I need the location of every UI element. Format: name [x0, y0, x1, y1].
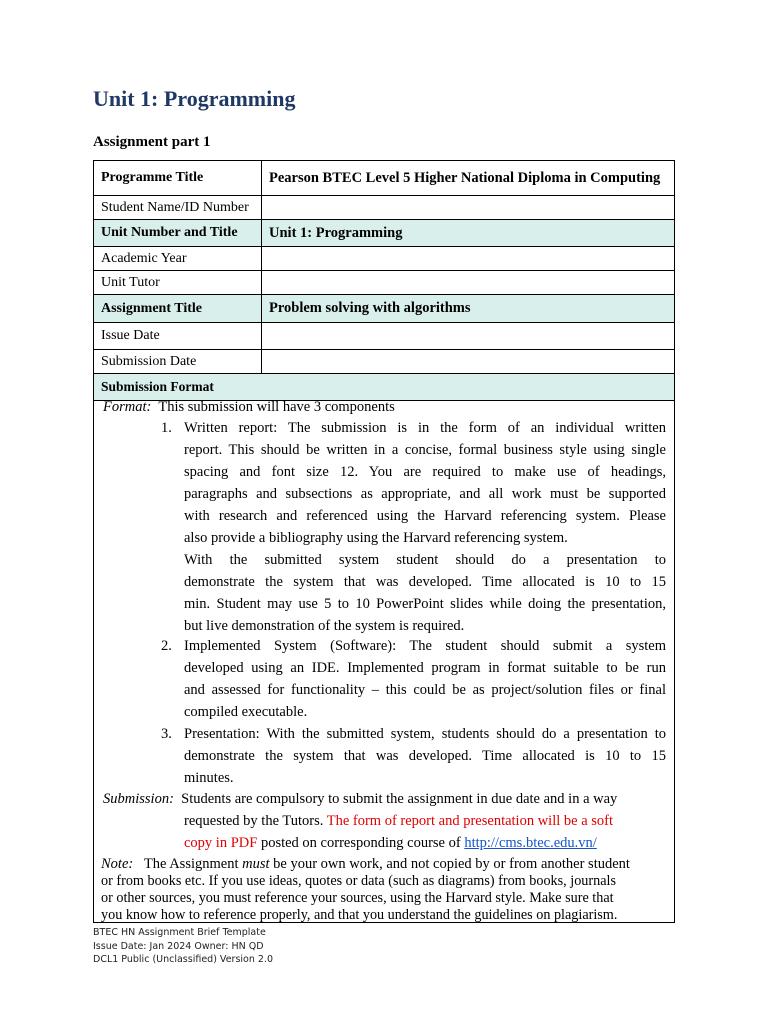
table-row	[94, 350, 675, 374]
submission-red-text: The form of report and presentation will be a soft	[326, 813, 614, 829]
submission-line	[184, 835, 597, 852]
note-emphasis: must	[242, 856, 270, 872]
note-text: The Assignment	[143, 856, 243, 872]
note-line: or other sources, you must reference your sources, using the Harvard style. Make sure that	[101, 890, 614, 906]
note-line: or from books etc. If you use ideas, quotes or data (such as diagrams) from books, journals	[101, 873, 616, 889]
list-number: 1.	[161, 420, 172, 436]
table-row	[94, 247, 675, 271]
student-name-label: Student Name/ID Number	[94, 196, 262, 220]
list-item-line: minutes.	[184, 770, 234, 786]
table-row	[94, 323, 675, 350]
programme-title-label: Programme Title	[94, 161, 262, 196]
submission-paragraph	[103, 791, 617, 808]
unit-number-label: Unit Number and Title	[94, 220, 262, 247]
footer-line: DCL1 Public (Unclassified) Version 2.0	[93, 954, 273, 965]
list-item-line: With the submitted system student should do a presentation to	[184, 552, 666, 568]
unit-number-value: Unit 1: Programming	[262, 220, 675, 247]
cms-link[interactable]: http://cms.btec.edu.vn/	[464, 835, 597, 851]
list-item-line: paragraphs and subsections as appropriate, and all work must be supported	[184, 486, 666, 502]
assignment-brief-table	[93, 160, 675, 401]
list-number: 3.	[161, 726, 172, 742]
format-intro-text: This submission will have 3 components	[158, 399, 395, 415]
unit-tutor-label: Unit Tutor	[94, 271, 262, 295]
list-number: 2.	[161, 638, 172, 654]
unit-tutor-value[interactable]	[262, 271, 675, 295]
table-row	[94, 220, 675, 247]
table-row	[94, 374, 675, 401]
list-item-line: and assessed for functionality – this could be as project/solution files or final	[184, 682, 666, 698]
submission-date-value[interactable]	[262, 350, 675, 374]
page-title: Unit 1: Programming	[93, 86, 296, 111]
list-item-line: compiled executable.	[184, 704, 308, 720]
issue-date-label: Issue Date	[94, 323, 262, 350]
academic-year-label: Academic Year	[94, 247, 262, 271]
format-label: Format:	[103, 399, 152, 415]
academic-year-value[interactable]	[262, 247, 675, 271]
page-footer	[93, 926, 273, 967]
assignment-title-value: Problem solving with algorithms	[262, 295, 675, 323]
list-item-line: spacing and font size 12. You are required to make use of headings,	[184, 464, 666, 480]
format-intro	[103, 399, 395, 416]
note-text: be your own work, and not copied by or from another student	[269, 856, 630, 872]
submission-line	[184, 813, 613, 830]
note-label: Note:	[101, 856, 134, 872]
assignment-part-heading: Assignment part 1	[93, 134, 211, 150]
submission-line: Students are compulsory to submit the assignment in due date and in a way	[181, 791, 618, 807]
list-item-line: Presentation: With the submitted system, students should do a presentation to	[184, 726, 666, 742]
list-item-line: also provide a bibliography using the Harvard referencing system.	[184, 530, 568, 546]
submission-date-label: Submission Date	[94, 350, 262, 374]
table-row	[94, 271, 675, 295]
issue-date-value[interactable]	[262, 323, 675, 350]
submission-text: requested by the Tutors.	[184, 813, 327, 829]
list-item-line: but live demonstration of the system is required.	[184, 618, 465, 634]
assignment-title-label: Assignment Title	[94, 295, 262, 323]
table-row	[94, 161, 675, 196]
submission-red-text: copy in PDF	[184, 835, 258, 851]
list-item-line: min. Student may use 5 to 10 PowerPoint slides while doing the presentation,	[184, 596, 666, 612]
submission-label: Submission:	[103, 791, 174, 807]
programme-title-value: Pearson BTEC Level 5 Higher National Diploma in Computing	[262, 161, 675, 196]
note-line: you know how to reference properly, and that you understand the guidelines on plagiarism.	[101, 907, 618, 923]
submission-format-label: Submission Format	[94, 374, 675, 401]
list-item-line: developed using an IDE. Implemented program in format suitable to be run	[184, 660, 666, 676]
table-row	[94, 196, 675, 220]
list-item-line: with research and referenced using the Harvard referencing system. Please	[184, 508, 666, 524]
submission-text: posted on corresponding course of	[257, 835, 465, 851]
list-item-line: Implemented System (Software): The student should submit a system	[184, 638, 666, 654]
list-item-line: Written report: The submission is in the form of an individual written	[184, 420, 666, 436]
footer-line: Issue Date: Jan 2024 Owner: HN QD	[93, 940, 264, 952]
student-name-value[interactable]	[262, 196, 675, 220]
note-line	[101, 856, 630, 873]
footer-line: BTEC HN Assignment Brief Template	[93, 927, 266, 938]
list-item-line: demonstrate the system that was developed. Time allocated is 10 to 15	[184, 748, 666, 764]
list-item-line: report. This should be written in a concise, formal business style using single	[184, 442, 666, 458]
list-item-line: demonstrate the system that was developed. Time allocated is 10 to 15	[184, 574, 666, 590]
table-row	[94, 295, 675, 323]
